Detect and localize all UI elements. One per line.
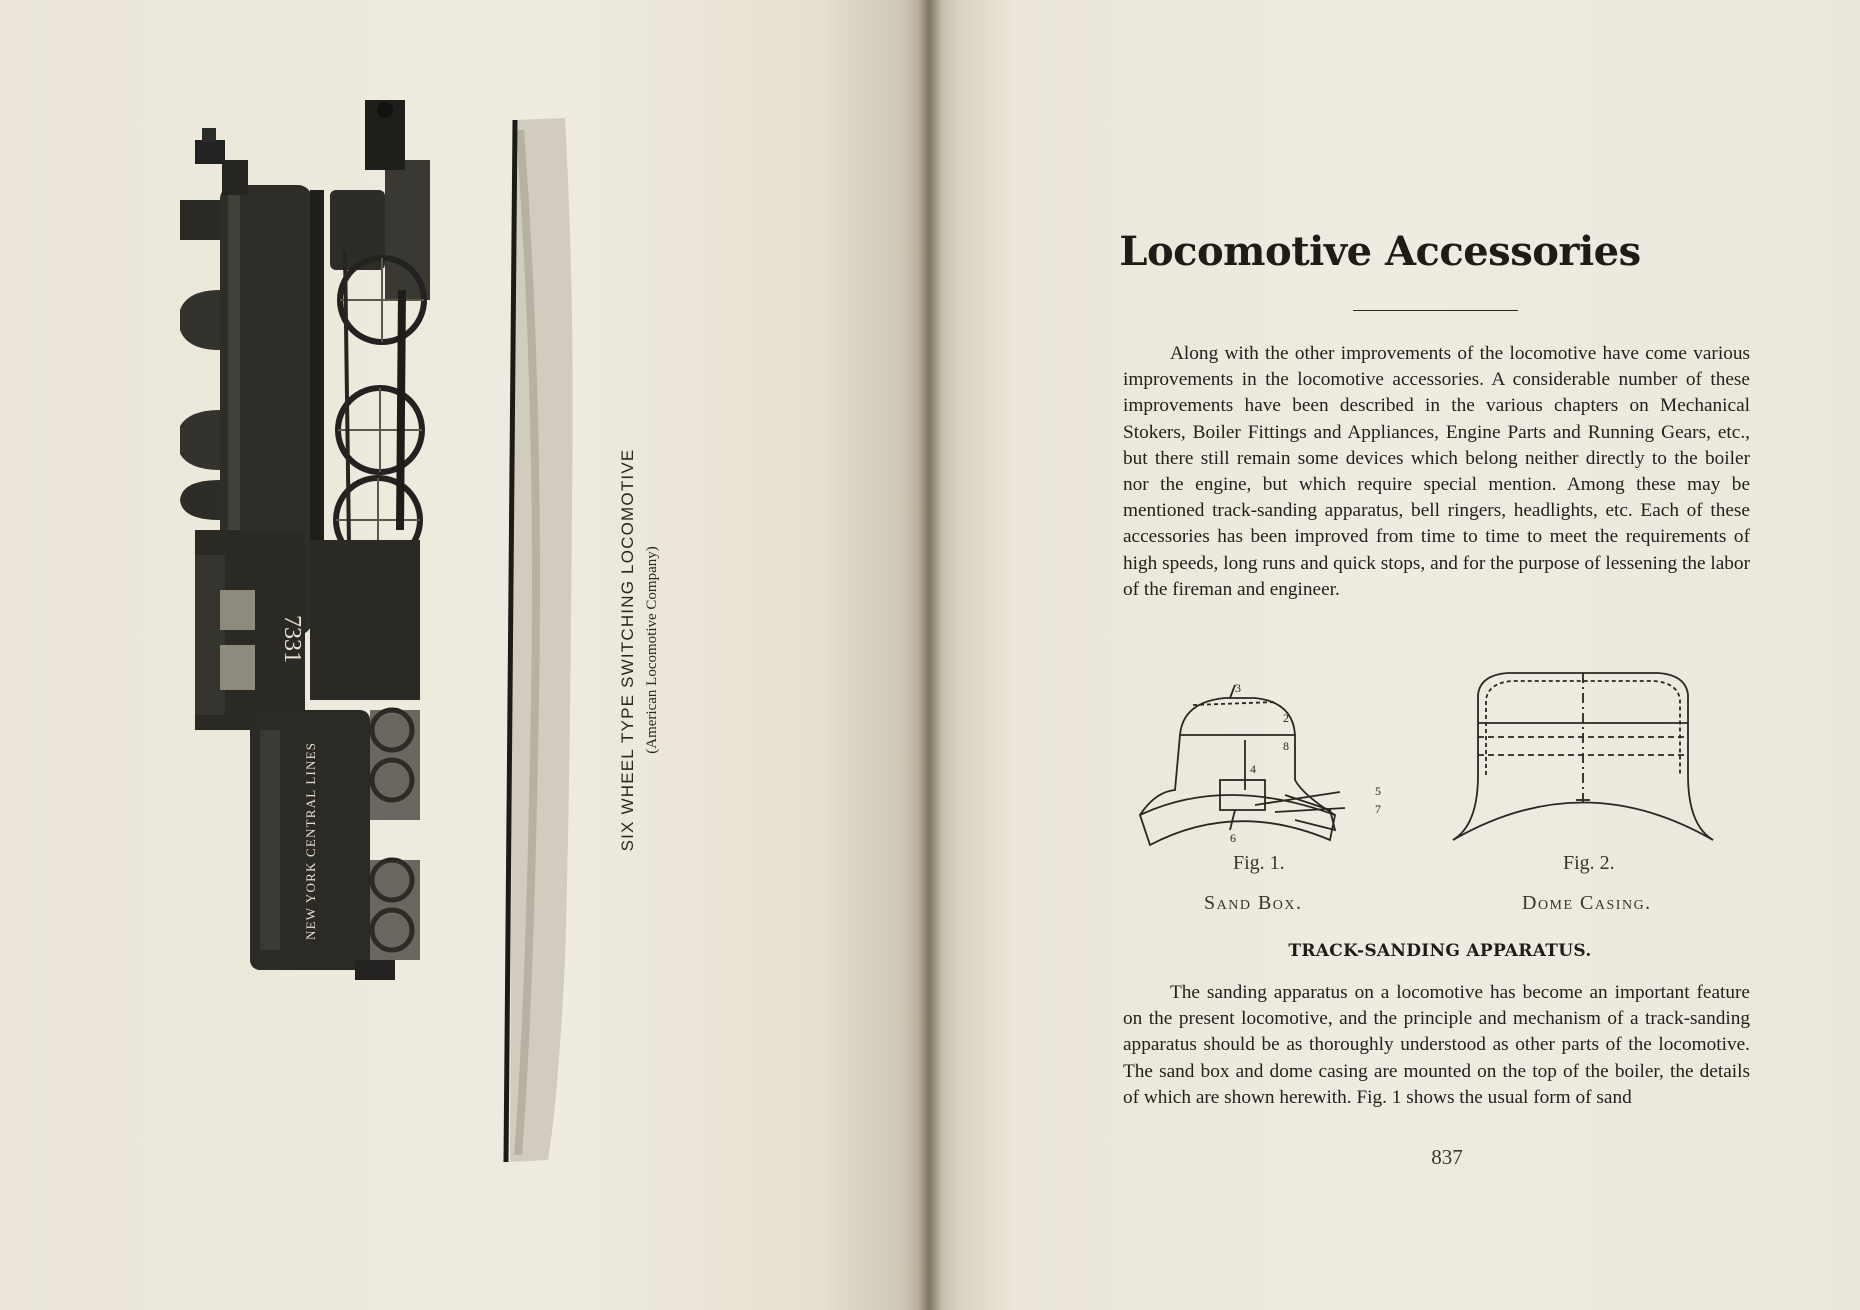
fig-1-name: Sand Box. — [1204, 892, 1303, 914]
fig-2-name: Dome Casing. — [1522, 892, 1652, 914]
cab-number: 7331 — [279, 615, 305, 663]
sand-box-figure — [1135, 680, 1395, 855]
title-rule — [1353, 310, 1518, 311]
callout-3: 3 — [1235, 681, 1241, 695]
right-page — [930, 0, 1860, 1310]
callout-4: 4 — [1250, 762, 1256, 776]
fig-1-number: Fig. 1. — [1233, 852, 1285, 874]
locomotive-illustration — [180, 100, 600, 1180]
page-title: Locomotive Accessories — [1119, 228, 1641, 275]
plate-caption — [585, 420, 745, 880]
sanding-paragraph: The sanding apparatus on a locomotive has become an important feature on the present locomotive, and the principle and mechanism of a track-sanding apparatus should be as thoroughly understood as other parts of the locomotive. The sand box and dome casing are mounted on the top of the boiler, the details of which are shown herewith. Fig. 1 shows the usual form of sand — [1123, 982, 1750, 1108]
sand-box-callouts — [1230, 681, 1381, 845]
section-heading: TRACK-SANDING APPARATUS. — [1288, 941, 1592, 961]
book-gutter — [918, 0, 942, 1310]
plate-caption-title: SIX WHEEL TYPE SWITCHING LOCOMOTIVE — [618, 448, 637, 852]
dome-casing-figure — [1448, 665, 1718, 855]
callout-6: 6 — [1230, 831, 1236, 845]
plate-caption-subtitle: (American Locomotive Company) — [644, 546, 660, 754]
tender-lettering: NEW YORK CENTRAL LINES — [303, 741, 318, 940]
intro-paragraph: Along with the other improvements of the locomotive have come various improvements in the locomotive accessories. A considerable number of these improvements have been described in the various chapters on Mechanical Stokers, Boiler Fittings and Appliances, Engine Parts and Running Gears, etc., but there still remain some devices which belong neither directly to the boiler nor the engine, but which require special mention. Among these may be mentioned track-sanding apparatus, bell ringers, headlights, etc. Each of these accessories has been improved from time to time to meet the requirements of high speeds, long runs and quick stops, and for the purpose of lessening the labor of the fireman and engineer. — [1123, 343, 1750, 600]
callout-2: 2 — [1283, 711, 1289, 725]
callout-5: 5 — [1375, 784, 1381, 798]
page-number: 837 — [1431, 1145, 1463, 1169]
callout-8: 8 — [1283, 739, 1289, 753]
fig-2-number: Fig. 2. — [1563, 852, 1615, 874]
callout-7: 7 — [1375, 802, 1381, 816]
